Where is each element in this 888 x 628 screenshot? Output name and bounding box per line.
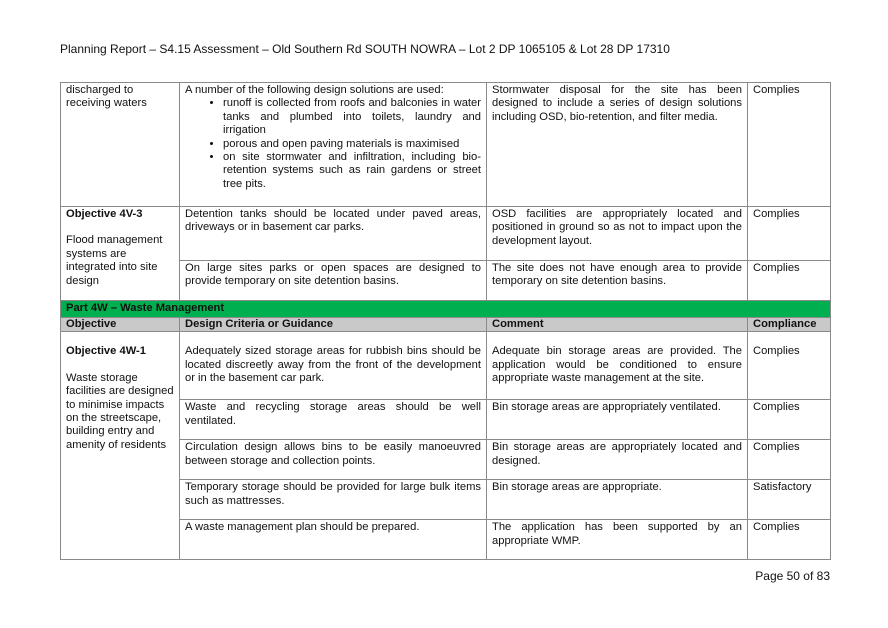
objective-description: Waste storage facilities are designed to minimise impacts on the streetscape, building entry and amenity of residents <box>66 371 174 451</box>
criteria-cell: Adequately sized storage areas for rubbish bins should be located discreetly away from the front of the development or in the basement car park. <box>180 332 487 400</box>
table-row <box>61 207 831 261</box>
objective-title: Objective 4V-3 <box>66 208 143 220</box>
compliance-cell: Complies <box>748 83 831 207</box>
criteria-cell: A waste management plan should be prepared. <box>180 520 487 560</box>
column-header-criteria: Design Criteria or Guidance <box>180 318 487 332</box>
objective-title: Objective 4W-1 <box>66 345 146 358</box>
comment-cell: Bin storage areas are appropriate. <box>487 480 748 520</box>
column-header-compliance: Compliance <box>748 318 831 332</box>
comment-cell: The site does not have enough area to provide temporary on site detention basins. <box>487 261 748 301</box>
criteria-cell: Circulation design allows bins to be easily manoeuvred between storage and collection points. <box>180 440 487 480</box>
comment-cell: The application has been supported by an appropriate WMP. <box>487 520 748 560</box>
objective-text: discharged to receiving waters <box>66 84 147 110</box>
design-solutions-list <box>185 97 481 191</box>
column-header-objective: Objective <box>61 318 180 332</box>
compliance-cell: Complies <box>748 520 831 560</box>
objective-cell <box>61 332 180 560</box>
column-header-comment: Comment <box>487 318 748 332</box>
comment-cell: Bin storage areas are appropriately ventilated. <box>487 400 748 440</box>
objective-cell <box>61 207 180 301</box>
compliance-cell: Complies <box>748 440 831 480</box>
criteria-cell: Temporary storage should be provided for large bulk items such as mattresses. <box>180 480 487 520</box>
list-item: • runoff is collected from roofs and balconies in water tanks and plumbed into toilets, laundry and irrigation <box>223 97 481 137</box>
criteria-cell: On large sites parks or open spaces are designed to provide temporary on site detention basins. <box>180 261 487 301</box>
page-header: Planning Report – S4.15 Assessment – Old Southern Rd SOUTH NOWRA – Lot 2 DP 1065105 & Lot 28 DP 17310 <box>60 42 670 56</box>
compliance-cell: Complies <box>748 400 831 440</box>
compliance-cell: Complies <box>748 332 831 400</box>
page-number: Page 50 of 83 <box>755 569 830 583</box>
comment-cell: Adequate bin storage areas are provided. The application would be conditioned to ensure appropriate waste management at the site. <box>487 332 748 400</box>
list-item: • on site stormwater and infiltration, including bio-retention systems such as rain gardens or street tree pits. <box>223 151 481 191</box>
compliance-cell: Complies <box>748 207 831 261</box>
section-title: Part 4W – Waste Management <box>61 301 831 318</box>
list-item: • porous and open paving materials is maximised <box>223 138 481 151</box>
comment-cell: OSD facilities are appropriately located and positioned in ground so as not to impact upon the development layout. <box>487 207 748 261</box>
compliance-cell: Complies <box>748 261 831 301</box>
comment-cell: Bin storage areas are appropriately located and designed. <box>487 440 748 480</box>
criteria-cell: Detention tanks should be located under paved areas, driveways or in basement car parks. <box>180 207 487 261</box>
table-row <box>61 83 831 207</box>
criteria-cell <box>180 83 487 207</box>
column-header-row <box>61 318 831 332</box>
assessment-table <box>60 82 831 560</box>
comment-cell: Stormwater disposal for the site has been designed to include a series of design solutions including OSD, bio-retention, and filter media. <box>487 83 748 207</box>
table-row <box>61 332 831 400</box>
criteria-cell: Waste and recycling storage areas should be well ventilated. <box>180 400 487 440</box>
compliance-cell: Satisfactory <box>748 480 831 520</box>
criteria-intro: A number of the following design solutions are used: <box>185 84 444 96</box>
objective-cell <box>61 83 180 207</box>
objective-description: Flood management systems are integrated into site design <box>66 234 163 287</box>
section-row <box>61 301 831 318</box>
